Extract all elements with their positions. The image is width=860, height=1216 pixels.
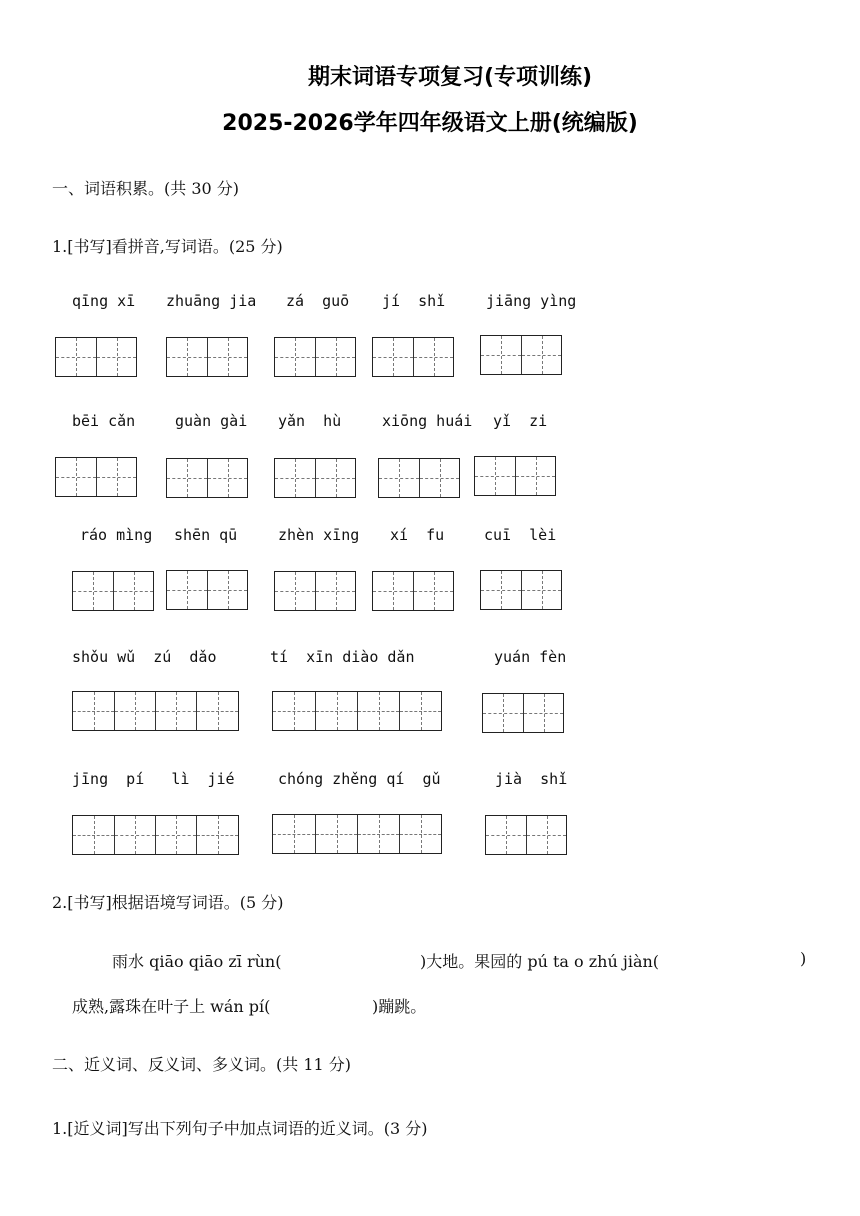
context-text: 雨水 qiāo qiāo zī rùn( <box>112 952 282 971</box>
writing-box[interactable] <box>166 458 248 498</box>
writing-box[interactable] <box>166 337 248 377</box>
writing-box[interactable] <box>72 691 239 731</box>
writing-box[interactable] <box>72 815 239 855</box>
pinyin-label: shǒu wǔ zú dǎo <box>72 648 217 666</box>
context-text: )蹦跳。 <box>372 997 427 1016</box>
title-line-1: 期末词语专项复习(专项训练) <box>307 65 593 90</box>
context-text: )大地。果园的 pú ta o zhú jiàn( <box>420 952 660 971</box>
pinyin-label: xí fu <box>390 526 445 544</box>
writing-box[interactable] <box>372 571 454 611</box>
question-1-heading: 1.[书写]看拼音,写词语。(25 分) <box>52 237 283 256</box>
question-3-heading: 1.[近义词]写出下列句子中加点词语的近义词。(3 分) <box>52 1119 428 1138</box>
pinyin-label: jià shǐ <box>495 770 568 788</box>
pinyin-label: cuī lèi <box>484 526 557 544</box>
context-text: ) <box>800 949 807 968</box>
writing-box[interactable] <box>372 337 454 377</box>
writing-box[interactable] <box>274 458 356 498</box>
writing-box[interactable] <box>474 456 556 496</box>
pinyin-label: jí shǐ <box>382 292 446 310</box>
writing-box[interactable] <box>272 691 442 731</box>
writing-box[interactable] <box>482 693 564 733</box>
writing-box[interactable] <box>166 570 248 610</box>
pinyin-label: bēi cǎn <box>72 412 136 430</box>
title-line-2: 2025-2026学年四年级语文上册(统编版) <box>222 111 638 136</box>
pinyin-label: xiōng huái <box>382 412 473 430</box>
question-2-heading: 2.[书写]根据语境写词语。(5 分) <box>52 893 284 912</box>
pinyin-label: yǐ zi <box>493 412 548 430</box>
pinyin-label: guàn gài <box>175 412 248 430</box>
writing-box[interactable] <box>378 458 460 498</box>
pinyin-label: jīng pí lì jié <box>72 770 235 788</box>
pinyin-label: ráo mìng <box>80 526 153 544</box>
pinyin-label: qīng xī <box>72 292 136 310</box>
writing-box[interactable] <box>480 335 562 375</box>
pinyin-label: zhuāng jia <box>166 292 257 310</box>
pinyin-label: jiāng yìng <box>486 292 577 310</box>
pinyin-label: zhèn xīng <box>278 526 360 544</box>
writing-box[interactable] <box>274 571 356 611</box>
writing-box[interactable] <box>55 337 137 377</box>
writing-box[interactable] <box>55 457 137 497</box>
pinyin-label: zá guō <box>286 292 350 310</box>
pinyin-label: yuán fèn <box>494 648 567 666</box>
section-2-heading: 二、近义词、反义词、多义词。(共 11 分) <box>52 1055 352 1074</box>
writing-box[interactable] <box>485 815 567 855</box>
pinyin-label: chóng zhěng qí gǔ <box>278 770 441 788</box>
section-1-heading: 一、词语积累。(共 30 分) <box>52 179 240 198</box>
pinyin-label: yǎn hù <box>278 412 342 430</box>
writing-box[interactable] <box>72 571 154 611</box>
context-text: 成熟,露珠在叶子上 wán pí( <box>72 997 271 1016</box>
writing-box[interactable] <box>272 814 442 854</box>
pinyin-label: shēn qū <box>174 526 238 544</box>
pinyin-label: tí xīn diào dǎn <box>270 648 415 666</box>
writing-box[interactable] <box>274 337 356 377</box>
writing-box[interactable] <box>480 570 562 610</box>
